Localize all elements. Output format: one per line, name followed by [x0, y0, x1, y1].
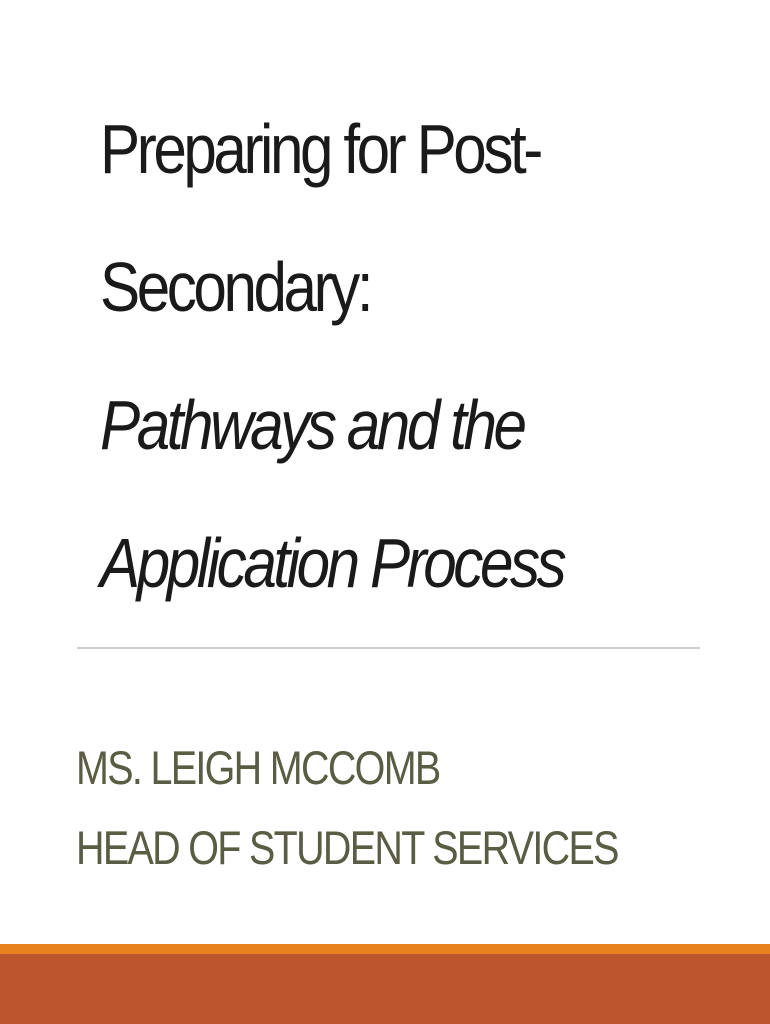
footer-accent-stripe — [0, 944, 770, 954]
title-line-2: Secondary: — [100, 248, 371, 326]
title-line-3-italic: Pathways and the — [100, 386, 524, 464]
presenter-name: MS. LEIGH MCCOMB — [76, 741, 440, 794]
slide-subtitle — [76, 728, 618, 888]
title-line-1: Preparing for Post- — [100, 110, 540, 188]
title-divider — [77, 647, 700, 649]
footer-band — [0, 954, 770, 1024]
presenter-role: HEAD OF STUDENT SERVICES — [76, 821, 618, 874]
title-line-4-italic: Application Process — [100, 524, 564, 602]
slide-title — [100, 80, 633, 632]
